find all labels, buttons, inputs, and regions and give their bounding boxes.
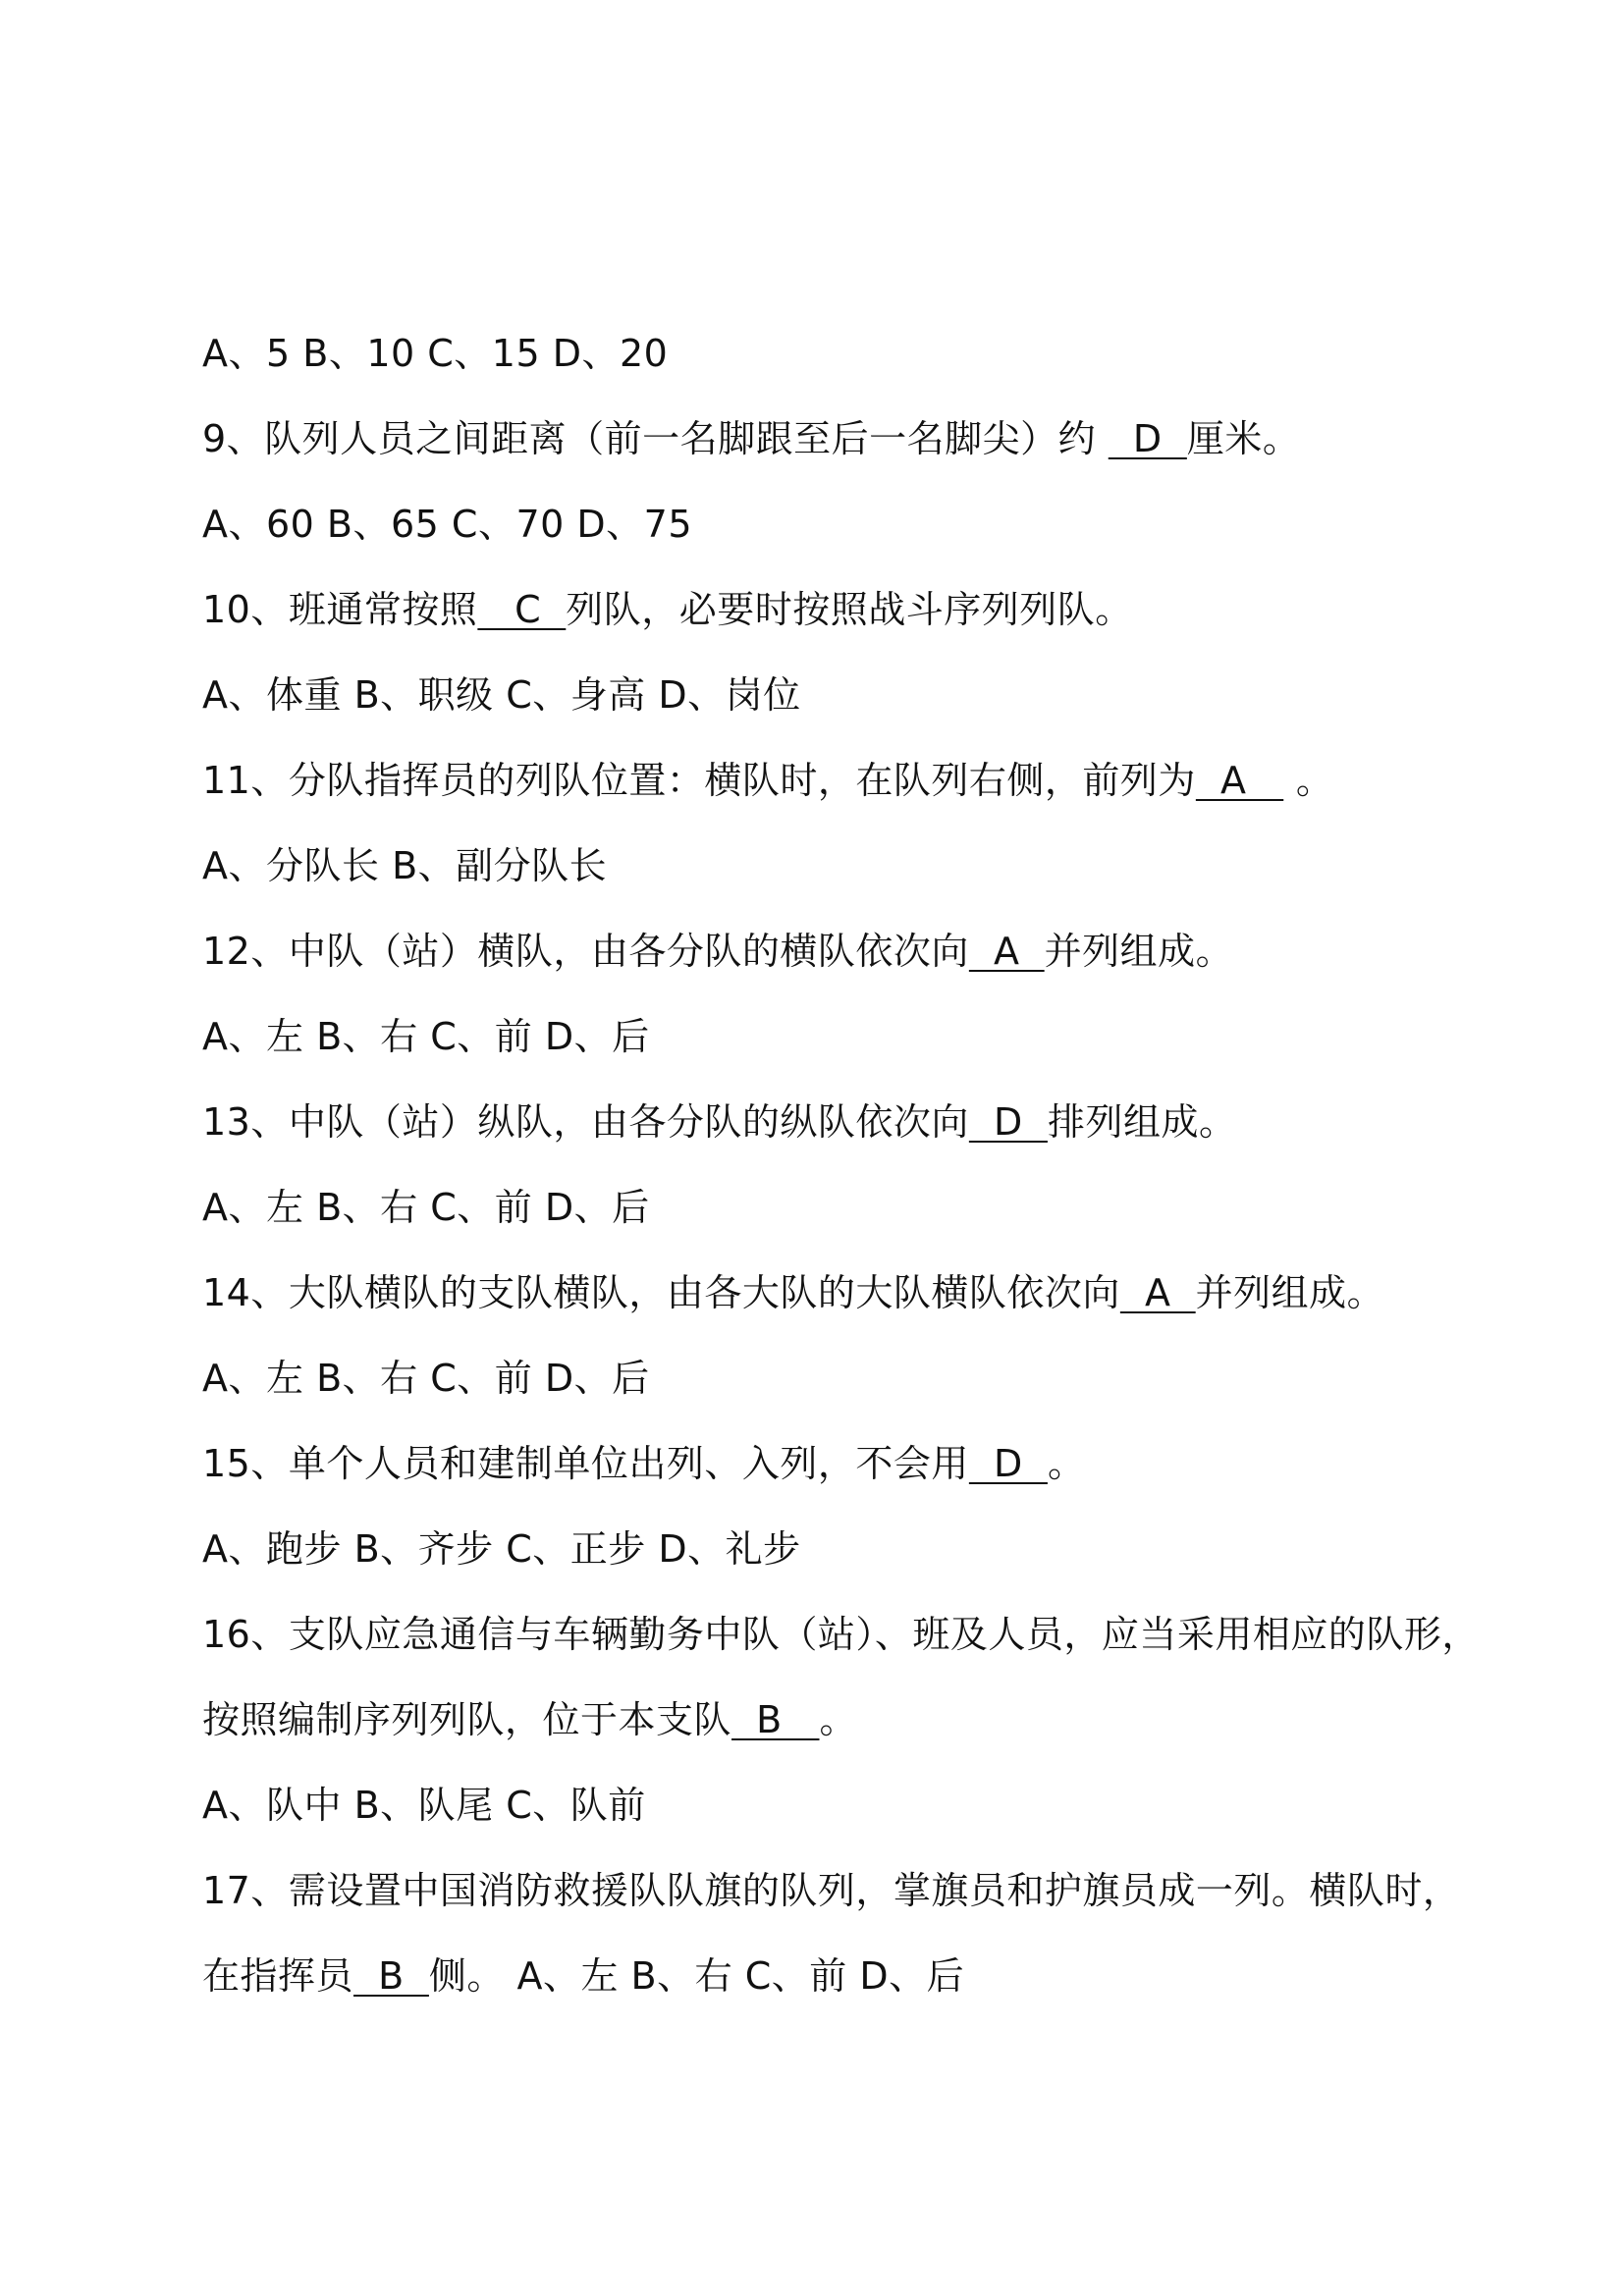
options-q9: A、60 B、65 C、70 D、75: [202, 503, 693, 546]
question-15: [202, 1439, 1479, 1488]
question-9: [202, 414, 1479, 463]
answer-blank: B: [731, 1698, 820, 1741]
answer-blank: A: [1195, 759, 1284, 802]
question-17-line-1: 17、需设置中国消防救援队队旗的队列，掌旗员和护旗员成一列。横队时，: [202, 1869, 1461, 1912]
options-q12: A、左 B、右 C、前 D、后: [202, 1015, 650, 1058]
question-11: [202, 756, 1479, 805]
question-text-tail: 并列组成。: [1044, 930, 1234, 973]
options-q8: A、5 B、10 C、15 D、20: [202, 332, 669, 375]
answer-blank: C: [477, 588, 567, 631]
question-text-tail: 。: [819, 1698, 857, 1741]
answer-blank: D: [1108, 417, 1187, 460]
question-text-tail: 列队，必要时按照战斗序列列队。: [566, 588, 1133, 631]
answer-blank: B: [353, 1954, 429, 1998]
question-10: [202, 585, 1479, 634]
options-q13: A、左 B、右 C、前 D、后: [202, 1186, 650, 1229]
options-q14: A、左 B、右 C、前 D、后: [202, 1357, 650, 1400]
question-text: 10、班通常按照: [202, 588, 478, 631]
answer-blank: A: [1119, 1271, 1196, 1314]
answer-blank: A: [968, 930, 1045, 973]
question-text: 9、队列人员之间距离（前一名脚跟至后一名脚尖）约: [202, 417, 1109, 460]
question-text: 14、大队横队的支队横队，由各大队的大队横队依次向: [202, 1271, 1120, 1314]
options-q16: A、队中 B、队尾 C、队前: [202, 1784, 646, 1827]
question-16-line-2: [202, 1695, 1479, 1744]
question-text-tail: 排列组成。: [1047, 1100, 1237, 1144]
question-text-tail: 并列组成。: [1195, 1271, 1385, 1314]
question-text-tail: 侧。 A、左 B、右 C、前 D、后: [428, 1954, 965, 1998]
question-12: [202, 927, 1479, 976]
question-text-tail: 。: [1047, 1442, 1086, 1485]
question-13: [202, 1097, 1479, 1147]
answer-blank: D: [968, 1442, 1048, 1485]
question-16-line-1: 16、支队应急通信与车辆勤务中队（站）、班及人员，应当采用相应的队形，: [202, 1613, 1480, 1656]
question-text-tail: 厘米。: [1186, 417, 1301, 460]
options-q11: A、分队长 B、副分队长: [202, 844, 608, 887]
options-q15: A、跑步 B、齐步 C、正步 D、礼步: [202, 1527, 801, 1571]
question-17-line-2: [202, 1951, 1479, 2001]
question-text: 13、中队（站）纵队，由各分队的纵队依次向: [202, 1100, 969, 1144]
options-q10: A、体重 B、职级 C、身高 D、岗位: [202, 673, 801, 717]
question-text: 按照编制序列列队，位于本支队: [202, 1698, 732, 1741]
question-14: [202, 1268, 1479, 1317]
answer-blank: D: [968, 1100, 1048, 1144]
question-text: 12、中队（站）横队，由各分队的横队依次向: [202, 930, 969, 973]
question-text: 15、单个人员和建制单位出列、入列，不会用: [202, 1442, 969, 1485]
question-text-tail: 。: [1283, 759, 1334, 802]
question-text: 11、分队指挥员的列队位置：横队时，在队列右侧，前列为: [202, 759, 1196, 802]
question-text: 在指挥员: [202, 1954, 354, 1998]
